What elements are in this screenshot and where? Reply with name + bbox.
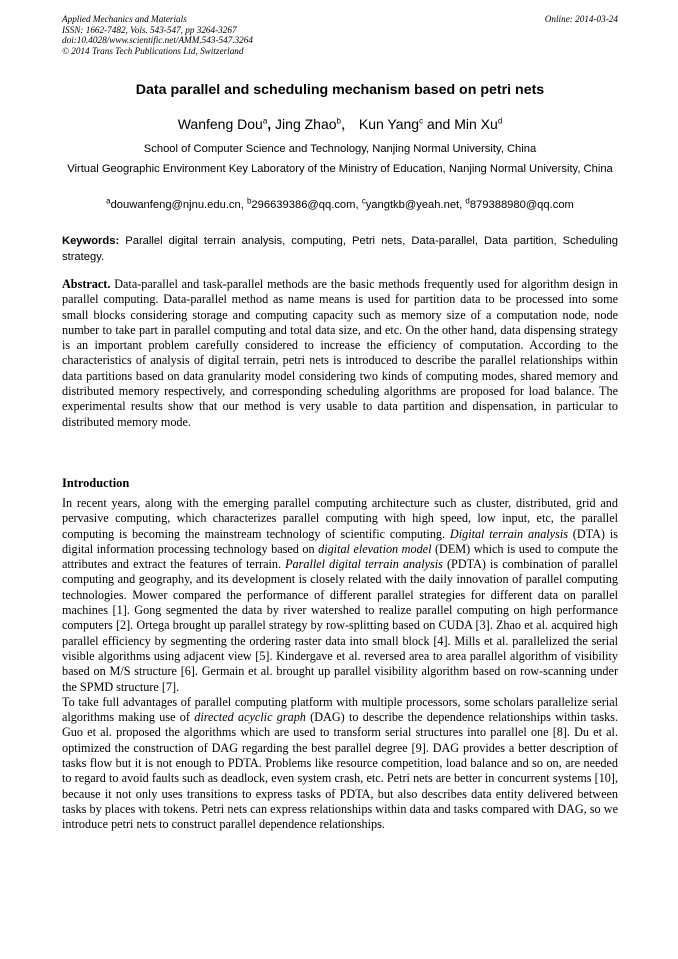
email-sup: d: [465, 196, 470, 206]
intro-paragraph-1: [62, 496, 618, 695]
author-separator: and: [423, 116, 455, 132]
introduction-body: [62, 496, 618, 833]
italic-term: Digital terrain analysis: [449, 526, 568, 541]
email-address: 296639386@qq.com,: [251, 199, 362, 211]
text-run: (PDTA) is combination of parallel computing and geography, and its development is closely related with the daily innovation of parallel computing technologies. Mower compared the performance of different parallel strategies for different data on parallel machines [1]. Gong segmented the data by river watershed to realize parallel computing on high performance computers [2]. Ortega brought up parallel strategy by row-splitting based on CUDA [3]. Zhao et al. acquired high parallel efficiency by segmenting the ordering raster data into small block [4]. Mills et al. parallelized the serial visible algorithms using adjacent view [5]. Kindergave et al. reversed area to area parallel algorithm of visibility based on M/S structure [6]. Germain et al. brought up parallel visibility algorithm based on row-scanning under the SPMD structure [7].: [62, 557, 618, 694]
journal-name: Applied Mechanics and Materials: [62, 14, 187, 24]
keywords-text: Parallel digital terrain analysis, computing, Petri nets, Data-parallel, Data partition, Scheduling strategy.: [62, 235, 618, 263]
italic-term: directed acyclic graph: [194, 710, 306, 725]
abstract: [62, 277, 618, 430]
author-name: Min Xu: [454, 116, 498, 132]
author-name: Kun Yang: [358, 116, 420, 132]
keywords: [62, 233, 618, 265]
journal-header: [62, 14, 618, 56]
author-name: Jing Zhao: [275, 116, 337, 132]
section-heading-introduction: Introduction: [62, 476, 130, 490]
abstract-label: Abstract.: [62, 277, 111, 291]
email-sup: b: [246, 196, 252, 206]
italic-term: Parallel digital terrain analysis: [285, 557, 443, 572]
text-run: (DEM) which is used to compute the attributes and extract the features of terrain.: [62, 541, 618, 572]
author-list: [62, 114, 618, 134]
intro-paragraph-2: [62, 695, 618, 833]
author-sup: b: [336, 116, 341, 126]
text-run: To take full advantages of parallel computing platform with multiple processors, some scholars parallelize serial algorithms making use of: [62, 694, 618, 725]
email-address: yangtkb@yeah.net,: [365, 199, 466, 211]
email-address: douwanfeng@njnu.edu.cn,: [110, 199, 247, 211]
author-separator: ，: [340, 116, 359, 132]
author-sup: c: [419, 116, 424, 126]
italic-term: digital elevation model: [318, 541, 432, 556]
author-separator: ,: [267, 116, 276, 132]
text-run: In recent years, along with the emerging parallel computing architecture such as cluster, distributed, grid and pervasive computing, which characterizes parallel computing with high speed, low input, etc, the parallel computing is becoming the mainstream technology of scientific computing.: [62, 496, 618, 541]
author-emails: [62, 196, 618, 211]
author-name: Wanfeng Dou: [177, 116, 263, 132]
affiliation-1: School of Computer Science and Technology, Nanjing Normal University, China: [143, 143, 537, 155]
author-sup: d: [497, 116, 503, 126]
email-sup: a: [106, 196, 111, 206]
affiliation-2: Virtual Geographic Environment Key Laboratory of the Ministry of Education, Nanjing Normal University, China: [67, 163, 613, 175]
keywords-label: Keywords:: [62, 235, 120, 247]
text-run: (DTA) is digital information processing technology based on: [62, 526, 618, 556]
author-sup: a: [262, 116, 268, 126]
email-sup: c: [361, 196, 366, 206]
paper-title: Data parallel and scheduling mechanism based on petri nets: [135, 82, 545, 98]
issn-line: ISSN: 1662-7482, Vols. 543-547, pp 3264-3267: [62, 24, 237, 35]
abstract-text: Data-parallel and task-parallel methods are the basic methods frequently used for algorithm design in parallel computing. Data-parallel method as name means is used for partition data to be processed into some small blocks considering storage and computing capacity such as memory size of a computation node, node number to take part in parallel computing and total data size, and etc. On the other hand, data dispensing strategy is an important problem carefully considered to increase the efficiency of computation. According to the characteristics of analysis of digital terrain, petri nets is introduced to describe the parallel relationships within data partitions based on data granularity model considering two kinds of computing modes, shared memory and distributed memory respectively, and corresponding scheduling algorithms are proposed for load balance. The experimental results show that our method is very usable to data partition and dispensation, in particular to distributed memory mode.: [62, 277, 618, 429]
online-date: Online: 2014-03-24: [544, 14, 618, 24]
copyright-line: © 2014 Trans Tech Publications Ltd, Switzerland: [62, 45, 244, 56]
doi-line: doi:10.4028/www.scientific.net/AMM.543-547.3264: [62, 35, 253, 46]
email-address: 879388980@qq.com: [469, 199, 574, 211]
text-run: (DAG) to describe the dependence relationships within tasks. Guo et al. proposed the algorithms which are used to transform serial structures into parallel one [8]. Du et al. optimized the construction of DAG regarding the best parallel degree [9]. DAG provides a better description of tasks flow but it is not enough to PDTA. Problems like resource competition, load balance and so on, are needed to regard to avoid faults such as deadlock, even system crash, etc. Petri nets are better in concurrent systems [10], because it not only uses transitions to express tasks of PDTA, but also describes data entity delivered between tasks by places with tokens. Petri nets can express relationships within data and tasks compared with DAG, so we introduce petri nets to construct parallel dependence relationships.: [62, 710, 618, 832]
